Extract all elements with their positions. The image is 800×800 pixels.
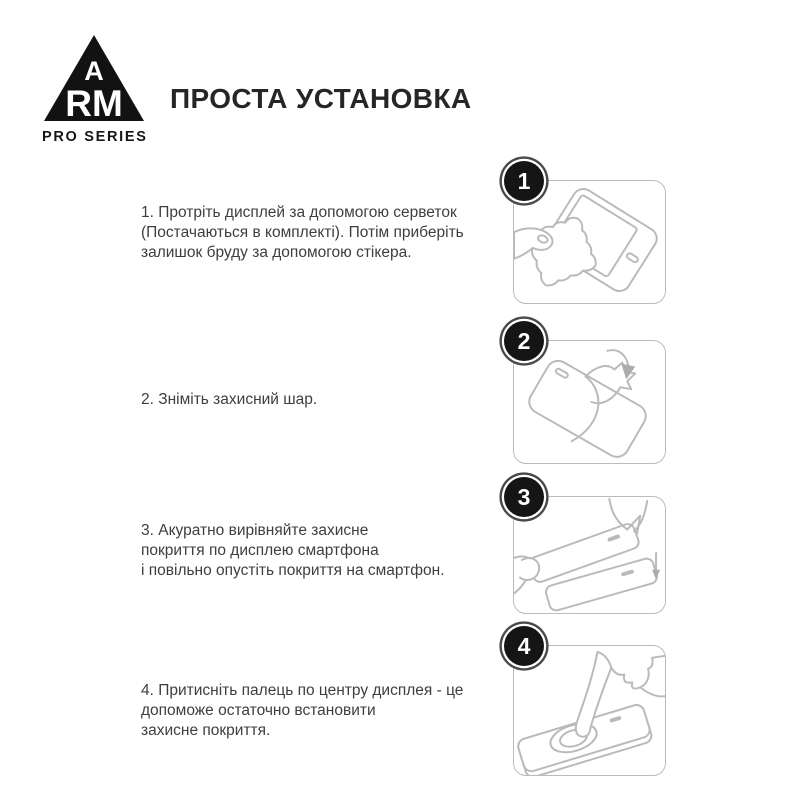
step-text-line: залишок бруду за допомогою стікера. (141, 244, 412, 261)
step-3-illustration-box (513, 483, 666, 614)
logo-letter-top: A (84, 56, 104, 86)
step-2-text (141, 390, 519, 410)
step-3-badge (504, 477, 544, 517)
step-4-illustration-box (513, 632, 666, 776)
step-number: 3 (517, 483, 531, 510)
step-number: 2 (517, 327, 531, 354)
logo-subtitle: PRO SERIES (42, 129, 148, 145)
step-4-badge (504, 626, 544, 666)
step-text-line: покриття по дисплею смартфона (141, 542, 379, 559)
press-finger-on-display-icon (514, 646, 665, 775)
peel-protective-film-icon (514, 341, 665, 463)
arm-triangle-logo-icon (44, 34, 144, 122)
step-text-line: 2. Зніміть захисний шар. (141, 391, 318, 408)
wipe-phone-with-cloth-icon (514, 181, 665, 303)
step-text-line: (Постачаються в комплекті). Потім приберіть (141, 224, 464, 241)
step-text-line: захисне покриття. (141, 722, 271, 739)
brand-logo (42, 34, 146, 145)
page-title: ПРОСТА УСТАНОВКА (170, 83, 472, 114)
step-1-illustration-box (513, 167, 666, 304)
step-3-text (141, 521, 519, 581)
step-number: 4 (517, 632, 531, 659)
step-1-badge (504, 161, 544, 201)
step-text-line: допоможе остаточно встановити (141, 702, 376, 719)
step-2-illustration-box (513, 327, 666, 464)
step-text-line: 3. Акуратно вирівняйте захисне (141, 522, 369, 539)
step-text-line: 1. Протріть дисплей за допомогою серветок (141, 204, 457, 221)
step-number: 1 (517, 167, 531, 194)
step-2-badge (504, 321, 544, 361)
step-text-line: 4. Притисніть палець по центру дисплея - це (141, 682, 464, 699)
step-4-text (141, 681, 519, 741)
align-glass-over-phone-icon (514, 497, 665, 613)
logo-letters-bottom: RM (65, 83, 123, 122)
step-1-text (141, 203, 519, 263)
step-text-line: і повільно опустіть покриття на смартфон. (141, 562, 445, 579)
